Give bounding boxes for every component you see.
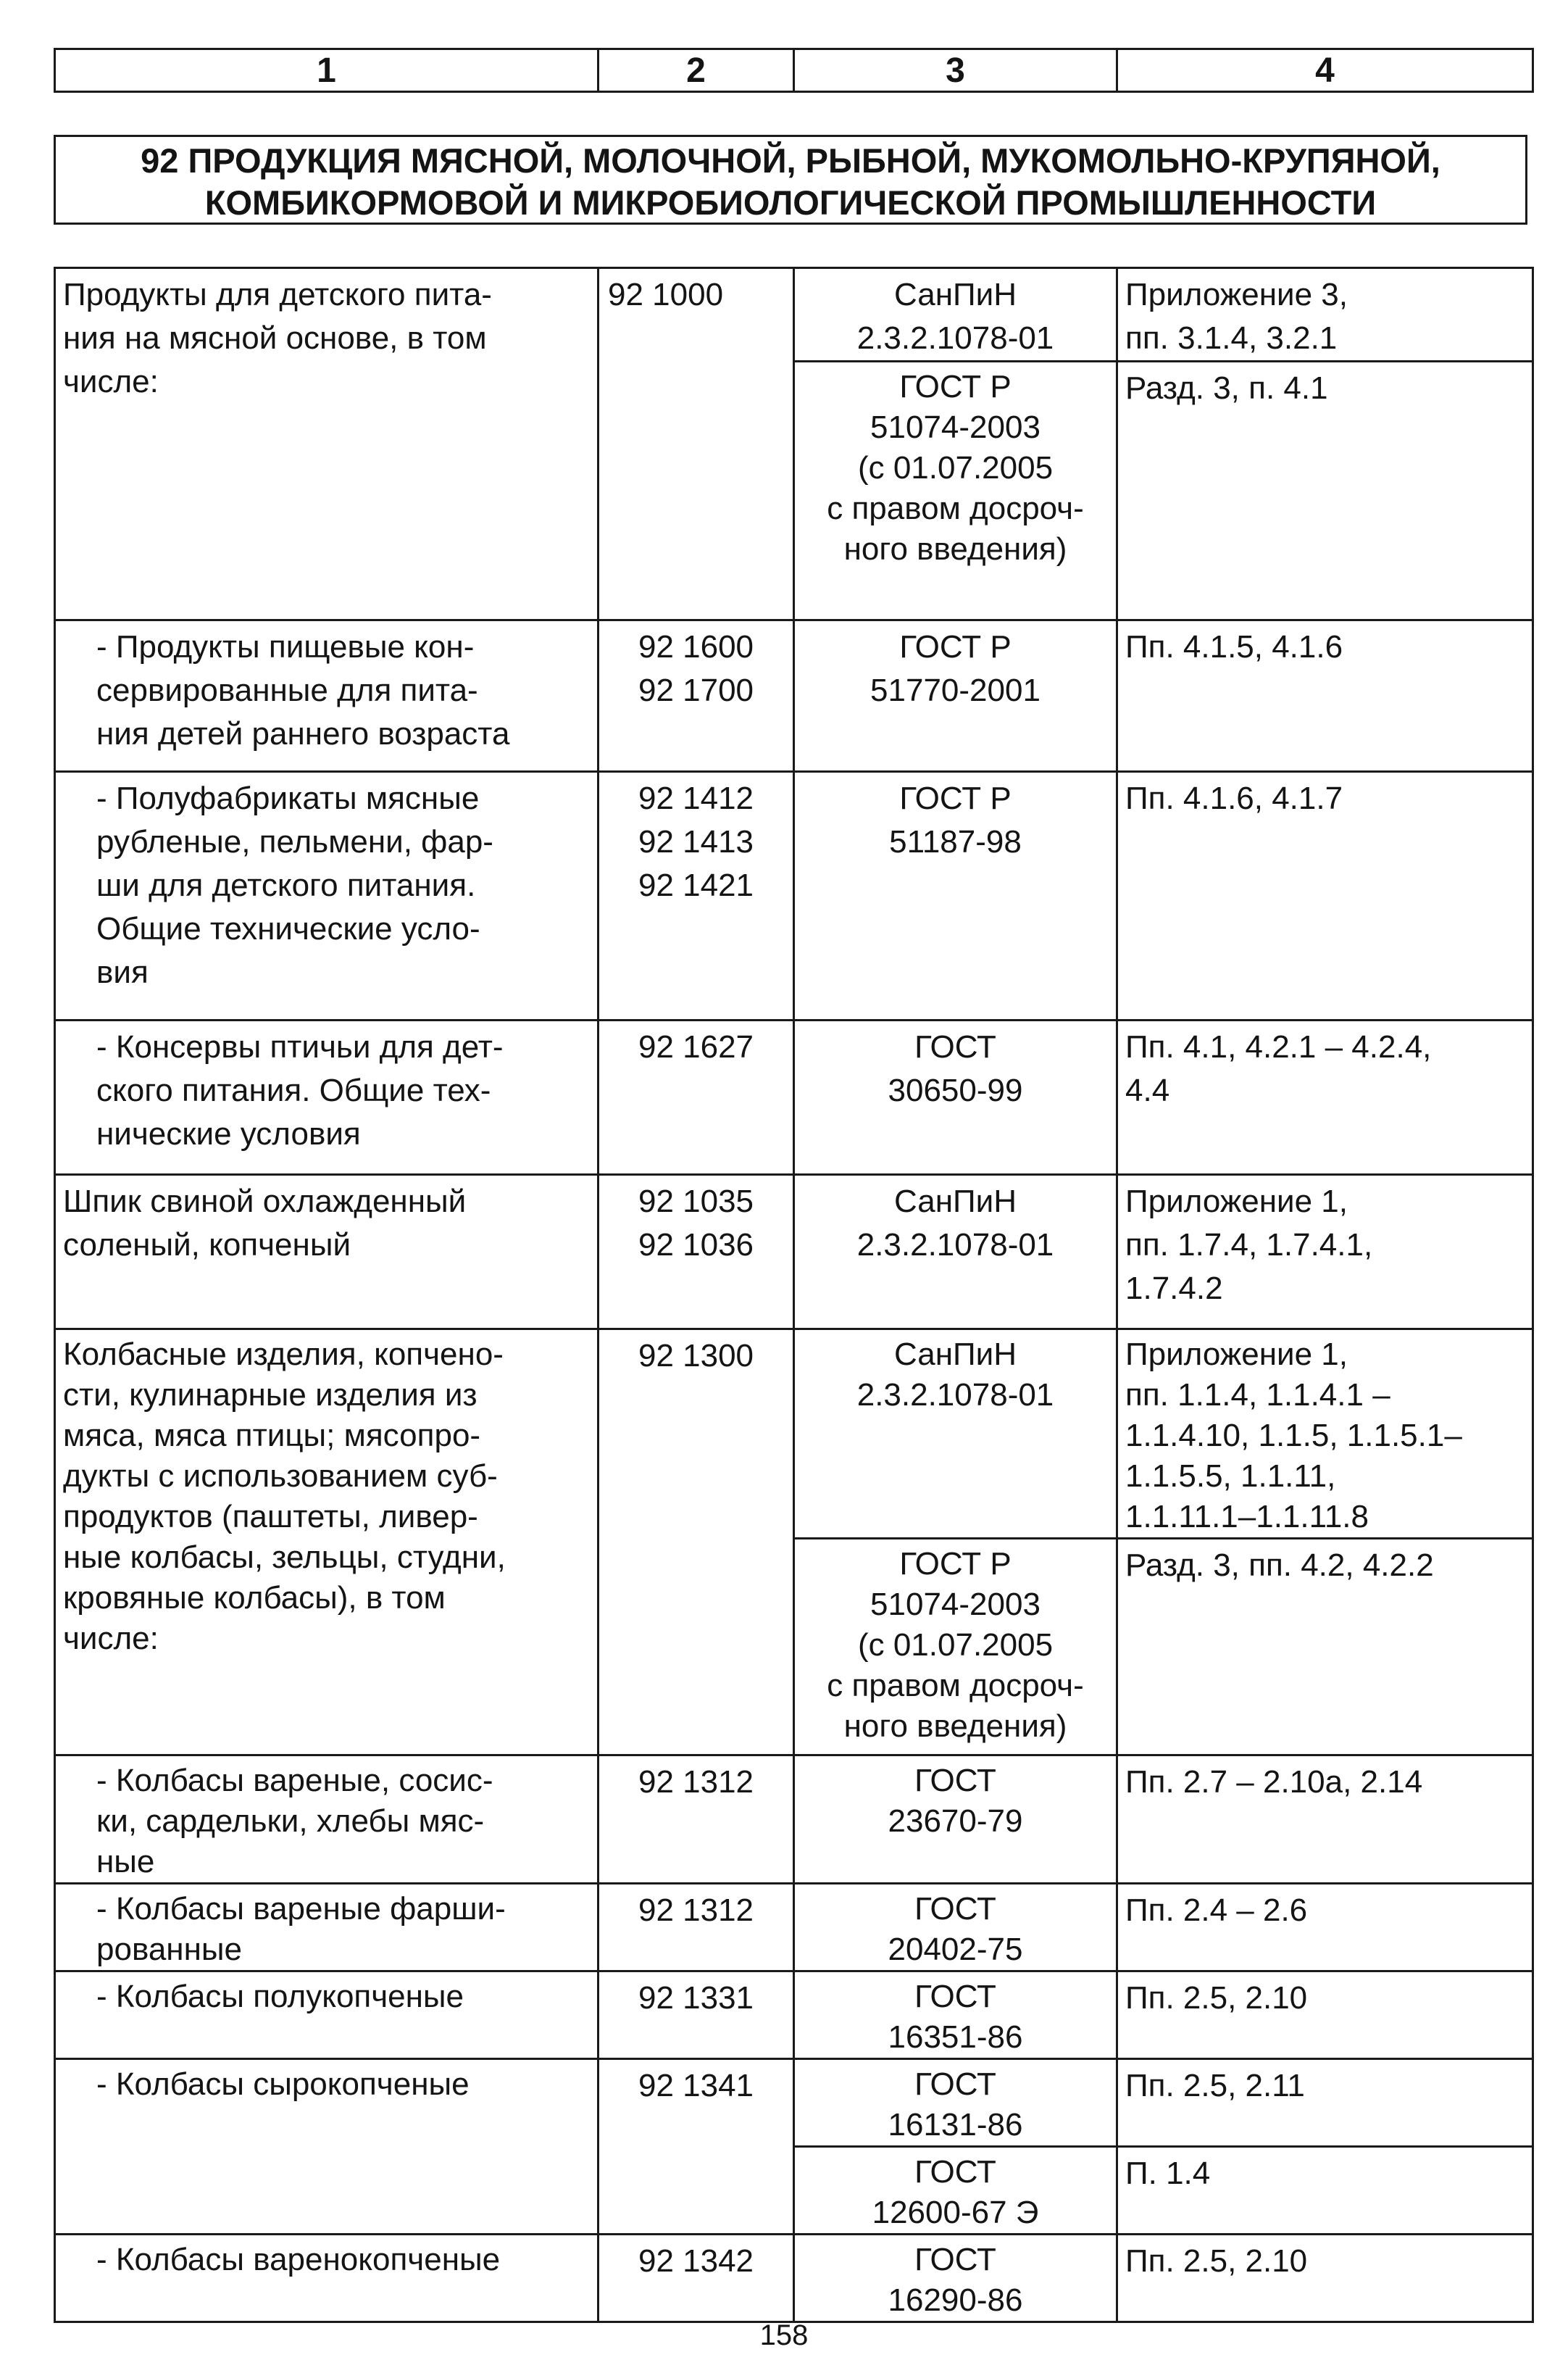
normative-document-cell: ГОСТ 16131-86 xyxy=(794,2059,1117,2147)
product-name-cell: - Полуфабрикаты мясные рубленые, пельмени, фар- ши для детского питания. Общие технические усло- вия xyxy=(55,772,599,1021)
clause-cell: Пп. 2.7 – 2.10а, 2.14 xyxy=(1117,1755,1533,1884)
product-code-cell: 92 1342 xyxy=(599,2235,794,2322)
column-number-1: 1 xyxy=(55,49,599,92)
normative-document-cell: ГОСТ 30650-99 xyxy=(794,1021,1117,1175)
section-title-line-1: 92 ПРОДУКЦИЯ МЯСНОЙ, МОЛОЧНОЙ, РЫБНОЙ, МУКОМОЛЬНО-КРУПЯНОЙ, xyxy=(141,141,1440,180)
normative-document-cell: ГОСТ Р 51187-98 xyxy=(794,772,1117,1021)
clause-cell: Пп. 4.1.5, 4.1.6 xyxy=(1117,620,1533,772)
normative-document-cell: СанПиН 2.3.2.1078-01 xyxy=(794,1329,1117,1539)
table-row xyxy=(55,2059,1533,2147)
table-row xyxy=(55,268,1533,362)
clause-cell: Пп. 2.5, 2.10 xyxy=(1117,2235,1533,2322)
column-number-2: 2 xyxy=(599,49,794,92)
table-row xyxy=(55,1175,1533,1329)
product-code-cell: 92 1312 xyxy=(599,1755,794,1884)
table-row xyxy=(55,620,1533,772)
product-name-cell: - Продукты пищевые кон- сервированные для пита- ния детей раннего возраста xyxy=(55,620,599,772)
product-name-cell: - Колбасы вареные, сосис- ки, сардельки, хлебы мяс- ные xyxy=(55,1755,599,1884)
page-number: 158 xyxy=(759,2319,809,2351)
column-number-3: 3 xyxy=(794,49,1117,92)
product-code-cell: 92 1412 92 1413 92 1421 xyxy=(599,772,794,1021)
product-code-cell: 92 1600 92 1700 xyxy=(599,620,794,772)
normative-document-cell: ГОСТ 20402-75 xyxy=(794,1884,1117,1971)
product-code-cell: 92 1627 xyxy=(599,1021,794,1175)
normative-document-cell: СанПиН 2.3.2.1078-01 xyxy=(794,1175,1117,1329)
normative-document-cell: ГОСТ 12600-67 Э xyxy=(794,2147,1117,2235)
normative-document-cell: ГОСТ 16351-86 xyxy=(794,1971,1117,2059)
product-name-cell: - Колбасы варенокопченые xyxy=(55,2235,599,2322)
table-row xyxy=(55,1329,1533,1539)
column-number-4: 4 xyxy=(1117,49,1533,92)
clause-cell: Пп. 2.5, 2.10 xyxy=(1117,1971,1533,2059)
product-code-cell: 92 1000 xyxy=(599,268,794,620)
normative-document-cell: ГОСТ Р 51074-2003 (с 01.07.2005 с правом досроч- ного введения) xyxy=(794,362,1117,620)
product-code-cell: 92 1341 xyxy=(599,2059,794,2235)
table-row xyxy=(55,1755,1533,1884)
table-row xyxy=(55,1884,1533,1971)
table-row xyxy=(55,1971,1533,2059)
table-row xyxy=(55,772,1533,1021)
section-title-line-2: КОМБИКОРМОВОЙ И МИКРОБИОЛОГИЧЕСКОЙ ПРОМЫШЛЕННОСТИ xyxy=(204,183,1377,222)
product-code-cell: 92 1300 xyxy=(599,1329,794,1755)
section-title xyxy=(54,135,1527,225)
column-number-header xyxy=(54,48,1534,93)
clause-cell: Пп. 4.1, 4.2.1 – 4.2.4, 4.4 xyxy=(1117,1021,1533,1175)
product-name-cell: Колбасные изделия, копчено- сти, кулинарные изделия из мяса, мяса птицы; мясопро- дукты с использованием суб- продуктов (паштеты, ливер- ные колбасы, зельцы, студни, кровяные колбасы), в том числе: xyxy=(55,1329,599,1755)
product-name-cell: - Консервы птичьи для дет- ского питания. Общие тех- нические условия xyxy=(55,1021,599,1175)
normative-document-cell: ГОСТ Р 51770-2001 xyxy=(794,620,1117,772)
clause-cell: Приложение 1, пп. 1.7.4, 1.7.4.1, 1.7.4.2 xyxy=(1117,1175,1533,1329)
product-name-cell: - Колбасы вареные фарши- рованные xyxy=(55,1884,599,1971)
normative-document-cell: ГОСТ 16290-86 xyxy=(794,2235,1117,2322)
product-name-cell: - Колбасы сырокопченые xyxy=(55,2059,599,2235)
normative-document-cell: СанПиН 2.3.2.1078-01 xyxy=(794,268,1117,362)
product-name-cell: Шпик свиной охлажденный соленый, копченый xyxy=(55,1175,599,1329)
clause-cell: П. 1.4 xyxy=(1117,2147,1533,2235)
table-row xyxy=(55,1021,1533,1175)
clause-cell: Пп. 4.1.6, 4.1.7 xyxy=(1117,772,1533,1021)
clause-cell: Приложение 1, пп. 1.1.4, 1.1.4.1 – 1.1.4.10, 1.1.5, 1.1.5.1– 1.1.5.5, 1.1.11, 1.1.11.1–1.1.11.8 xyxy=(1117,1329,1533,1539)
product-code-cell: 92 1331 xyxy=(599,1971,794,2059)
product-code-cell: 92 1312 xyxy=(599,1884,794,1971)
clause-cell: Пп. 2.5, 2.11 xyxy=(1117,2059,1533,2147)
clause-cell: Разд. 3, пп. 4.2, 4.2.2 xyxy=(1117,1539,1533,1755)
product-code-cell: 92 1035 92 1036 xyxy=(599,1175,794,1329)
products-table xyxy=(54,267,1534,2323)
normative-document-cell: ГОСТ 23670-79 xyxy=(794,1755,1117,1884)
clause-cell: Разд. 3, п. 4.1 xyxy=(1117,362,1533,620)
product-name-cell: - Колбасы полукопченые xyxy=(55,1971,599,2059)
clause-cell: Пп. 2.4 – 2.6 xyxy=(1117,1884,1533,1971)
clause-cell: Приложение 3, пп. 3.1.4, 3.2.1 xyxy=(1117,268,1533,362)
product-name-cell: Продукты для детского пита- ния на мясной основе, в том числе: xyxy=(55,268,599,620)
table-row xyxy=(55,2235,1533,2322)
normative-document-cell: ГОСТ Р 51074-2003 (с 01.07.2005 с правом досроч- ного введения) xyxy=(794,1539,1117,1755)
